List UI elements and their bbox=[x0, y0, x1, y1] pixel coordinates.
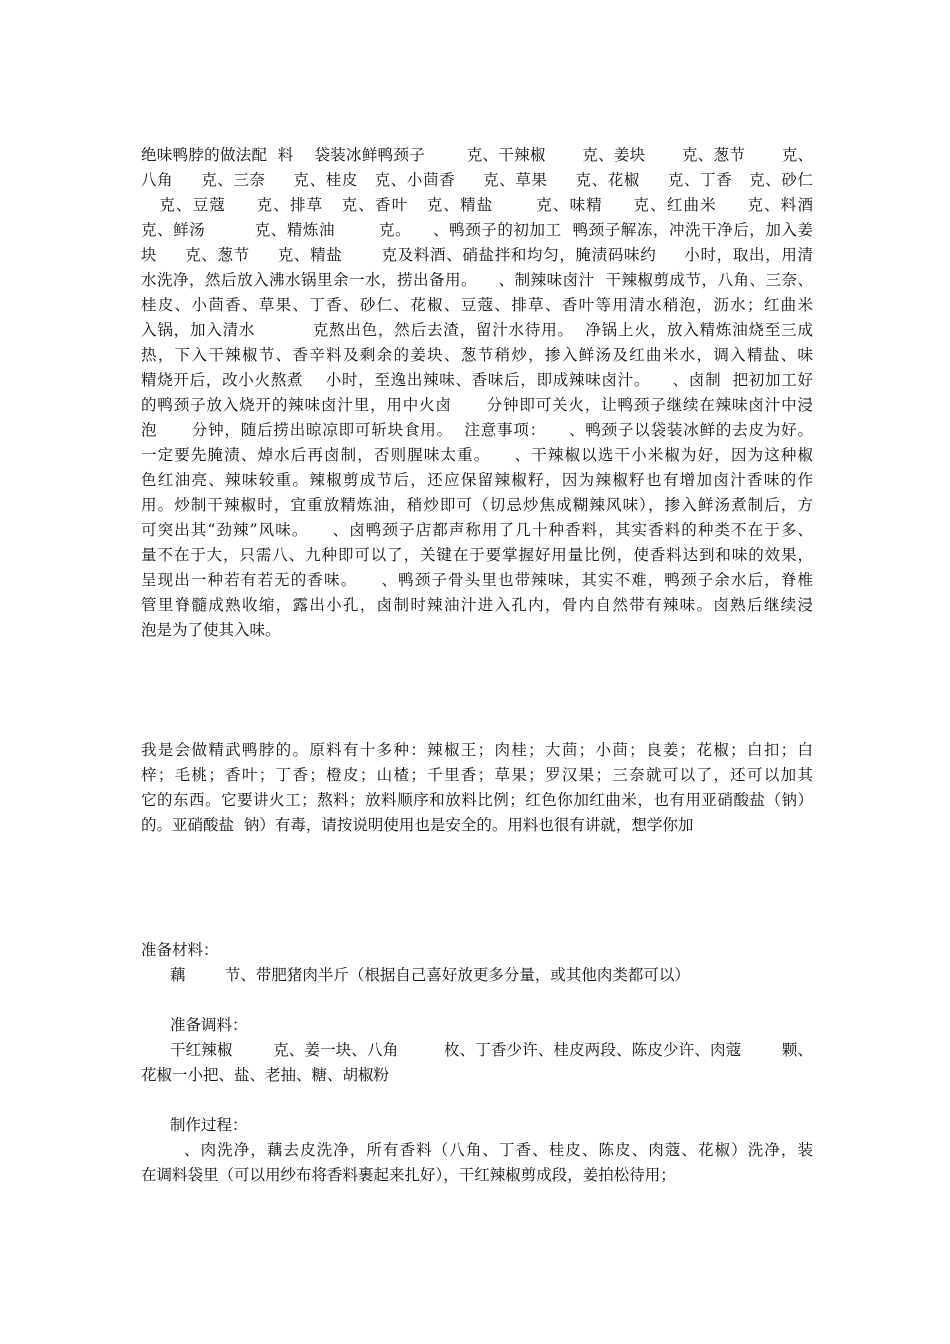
paragraph-line: 量不在于大，只需八、九种即可以了，关键在于要掌握好用量比例，使香料达到和味的效果， bbox=[141, 546, 813, 564]
paragraph-line: 精烧开后，改小火熬煮 小时，至逸出辣味、香味后，即成辣味卤汁。 、卤制 把初加工好 bbox=[141, 371, 813, 389]
materials-text: 藕 节、带肥猪肉半斤（根据自己喜好放更多分量，或其他肉类都可以） bbox=[170, 966, 690, 984]
paragraph-line: 克、鲜汤 克、精炼油 克。 、鸭颈子的初加工 鸭颈子解冻，冲洗干净后，加入姜 bbox=[141, 221, 813, 239]
paragraph-line: 克、豆蔻 克、排草 克、香叶 克、精盐 克、味精 克、红曲米 克、料酒 bbox=[141, 196, 813, 214]
paragraph-line: 热，下入干辣椒节、香辛料及剩余的姜块、葱节稍炒，掺入鲜汤及红曲米水，调入精盐、味 bbox=[141, 346, 813, 364]
paragraph-line: 一定要先腌渍、焯水后再卤制，否则腥味太重。 、干辣椒以选干小米椒为好，因为这种椒 bbox=[141, 446, 813, 464]
paragraph-line: 桂皮、小茴香、草果、丁香、砂仁、花椒、豆蔻、排草、香叶等用清水稍泡，沥水；红曲米 bbox=[141, 296, 813, 314]
paragraph-line: 可突出其“劲辣”风味。 、卤鸭颈子店都声称用了几十种香料，其实香料的种类不在于多、 bbox=[141, 521, 813, 539]
seasoning-line: 花椒一小把、盐、老抽、糖、胡椒粉 bbox=[141, 1066, 390, 1084]
paragraph-line: 梓；毛桃；香叶；丁香；橙皮；山楂；千里香；草果；罗汉果；三奈就可以了，还可以加其 bbox=[141, 766, 813, 784]
paragraph-line: 我是会做精武鸭脖的。原料有十多种：辣椒王；肉桂；大茴；小茴；良姜；花椒；白扣；白 bbox=[141, 741, 813, 759]
paragraph-line: 呈现出一种若有若无的香味。 、鸭颈子骨头里也带辣味，其实不难，鸭颈子余水后，脊椎 bbox=[141, 571, 813, 589]
seasoning-line: 干红辣椒 克、姜一块、八角 枚、丁香少许、桂皮两段、陈皮少许、肉蔻 颗、 bbox=[170, 1041, 813, 1059]
seasoning-heading: 准备调料： bbox=[170, 1016, 248, 1034]
materials-heading: 准备材料： bbox=[141, 941, 219, 959]
process-heading: 制作过程： bbox=[170, 1116, 248, 1134]
paragraph-line: 水洗净，然后放入沸水锅里余一水，捞出备用。 、制辣味卤汁 干辣椒剪成节，八角、三奈、 bbox=[141, 271, 813, 289]
paragraph-line: 用。炒制干辣椒时，宜重放精炼油，稍炒即可（切忌炒焦成糊辣风味），掺入鲜汤煮制后，方 bbox=[141, 496, 813, 514]
paragraph-line: 的。亚硝酸盐 钠）有毒，请按说明使用也是安全的。用料也很有讲就，想学你加 bbox=[141, 816, 694, 834]
paragraph-line: 泡 分钟，随后捞出晾凉即可斩块食用。 注意事项： 、鸭颈子以袋装冰鲜的去皮为好。 bbox=[141, 421, 813, 439]
paragraph-line: 的鸭颈子放入烧开的辣味卤汁里，用中火卤 分钟即可关火，让鸭颈子继续在辣味卤汁中浸 bbox=[141, 396, 813, 414]
paragraph-line: 八角 克、三奈 克、桂皮 克、小茴香 克、草果 克、花椒 克、丁香 克、砂仁 bbox=[141, 171, 813, 189]
paragraph-line: 色红油亮、辣味较重。辣椒剪成节后，还应保留辣椒籽，因为辣椒籽也有增加卤汁香味的作 bbox=[141, 471, 813, 489]
paragraph-line: 泡是为了使其入味。 bbox=[141, 621, 281, 639]
paragraph-line: 块 克、葱节 克、精盐 克及料酒、硝盐拌和均匀，腌渍码味约 小时，取出，用清 bbox=[141, 246, 813, 264]
paragraph-line: 入锅，加入清水 克熬出色，然后去渣，留汁水待用。 净锅上火，放入精炼油烧至三成 bbox=[141, 321, 813, 339]
paragraph-line: 绝味鸭脖的做法配 料 袋装冰鲜鸭颈子 克、干辣椒 克、姜块 克、葱节 克、 bbox=[141, 146, 813, 164]
paragraph-line: 它的东西。它要讲火工；熬料；放料顺序和放料比例；红色你加红曲米，也有用亚硝酸盐（钠） bbox=[141, 791, 813, 809]
paragraph-line: 管里脊髓成熟收缩，露出小孔，卤制时辣油汁进入孔内，骨内自然带有辣味。卤熟后继续浸 bbox=[141, 596, 813, 614]
process-line: 在调料袋里（可以用纱布将香料裹起来扎好），干红辣椒剪成段，姜拍松待用； bbox=[141, 1166, 676, 1184]
process-line: 、肉洗净，藕去皮洗净，所有香料（八角、丁香、桂皮、陈皮、肉蔻、花椒）洗净，装 bbox=[172, 1141, 813, 1159]
